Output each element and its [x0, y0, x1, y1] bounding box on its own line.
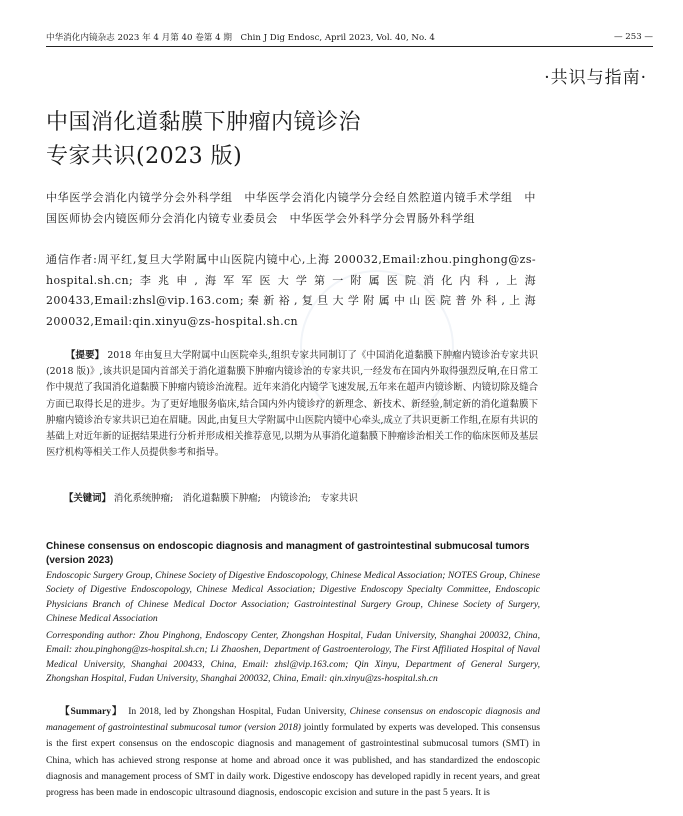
summary-italic-title: Chinese consensus on endoscopic diagnosis and management of gastrointestinal submucosal tumor (version 2018): [46, 706, 540, 734]
abstract-text: 2018 年由复旦大学附属中山医院牵头,组织专家共同制订了《中国消化道黏膜下肿瘤内镜诊治专家共识(2018 版)》,该共识是国内首部关于消化道黏膜下肿瘤内镜诊治的专家共识,一经发布在国内外取得强烈反响,在日常工作中规范了我国消化道黏膜下肿瘤内镜诊治流程。近年来消化内镜学飞速发展,五年来在超声内镜诊断、内镜切除及缝合方面已取得长足的进步。为了更好地服务临床,结合国内外内镜诊疗的新理念、新技术、新经验,制定新的消化道黏膜下肿瘤内镜诊治专家共识已迫在眉睫。因此,由复旦大学附属中山医院内镜中心牵头,成立了共识更新工作组,在原有共识的基础上对近年新的证据结果进行分析并形成相关推荐意见,以期为从事消化道黏膜下肿瘤诊治相关工作的临床医师及基层医疗机构等相关工作人员提供参考和指导。: [46, 350, 538, 459]
abstract-label: 【提要】: [66, 350, 105, 361]
abstract-cn: [46, 348, 538, 461]
corresponding-author-cn: 通信作者:周平红,复旦大学附属中山医院内镜中心,上海 200032,Email:zhou.pinghong@zs-hospital.sh.cn;李兆申,海军军医大学第一附属医院消化内科,上海 200433,Email:zhsl@vip.163.com;秦新裕,复旦大学附属中山医院普外科,上海 200032,Email:qin.xinyu@zs-hospital.sh.cn: [46, 253, 536, 328]
running-head-journal: 中华消化内镜杂志 2023 年 4 月第 40 卷第 4 期 Chin J Dig Endosc, April 2023, Vol. 40, No. 4: [46, 33, 435, 43]
english-title: Chinese consensus on endoscopic diagnosis and managment of gastrointestinal submucosal tumors (version 2023): [46, 541, 530, 566]
title-line-1: 中国消化道黏膜下肿瘤内镜诊治: [46, 110, 362, 135]
keywords-cn: [64, 491, 534, 507]
summary-text-1: In 2018, led by Zhongshan Hospital, Fudan University,: [117, 706, 350, 717]
english-authors: Endoscopic Surgery Group, Chinese Society of Digestive Endoscopology, Chinese Medical Association; NOTES Group, Chinese Society of Digestive Endoscopology, Chinese Medical Association; Digestive Endoscopy Specialty Committee, Endoscopic Physicians Branch of Chinese Medical Doctor Association; Gastrointestinal Surgery Group, Chinese Society of Surgery, Chinese Medical Association: [46, 570, 540, 624]
keywords-text: 消化系统肿瘤; 消化道黏膜下肿瘤; 内镜诊治; 专家共识: [110, 493, 358, 504]
english-summary: [46, 704, 540, 801]
column-label: ·共识与指南·: [544, 68, 647, 88]
page-number: — 253 —: [613, 32, 653, 42]
english-corresponding-author: Corresponding author: Zhou Pinghong, Endoscopy Center, Zhongshan Hospital, Fudan University, Shanghai 200032, China, Email: zhou.pinghong@zs-hospital.sh.cn; Li Zhaoshen, Department of Gastroenterology, The First Affiliated Hospital of Naval Medical University, Shanghai 200433, China, Email: zhsl@vip.163.com; Qin Xinyu, Department of General Surgery, Zhongshan Hospital, Fudan University, Shanghai 200032, China, Email: qin.xinyu@zs-hospital.sh.cn: [46, 630, 540, 684]
authors-cn: 中华医学会消化内镜学分会外科学组 中华医学会消化内镜学分会经自然腔道内镜手术学组 中国医师协会内镜医师分会消化内镜专业委员会 中华医学会外科学分会胃肠外科学组: [46, 191, 536, 225]
summary-label: 【Summary】: [60, 706, 118, 717]
title-line-2: 专家共识(2023 版): [46, 144, 243, 169]
running-head: [46, 28, 653, 46]
header-rule: [46, 46, 653, 47]
article-title: [46, 106, 506, 174]
summary-text-2: jointly formulated by experts was developed. This consensus is the first expert consensus on the endoscopic diagnosis and management of gastrointestinal submucosal tumors (SMT) in China, which has achieved strong response at home and abroad once it was published, and has standardized the endoscopic diagnosis and management process of SMT in daily work. Digestive endoscopy has developed rapidly in recent years, and great progress has been made in endoscopic ultrasound diagnosis, endoscopic excision and suture in the past 5 years. It is: [46, 722, 540, 799]
keywords-label: 【关键词】: [64, 493, 111, 504]
